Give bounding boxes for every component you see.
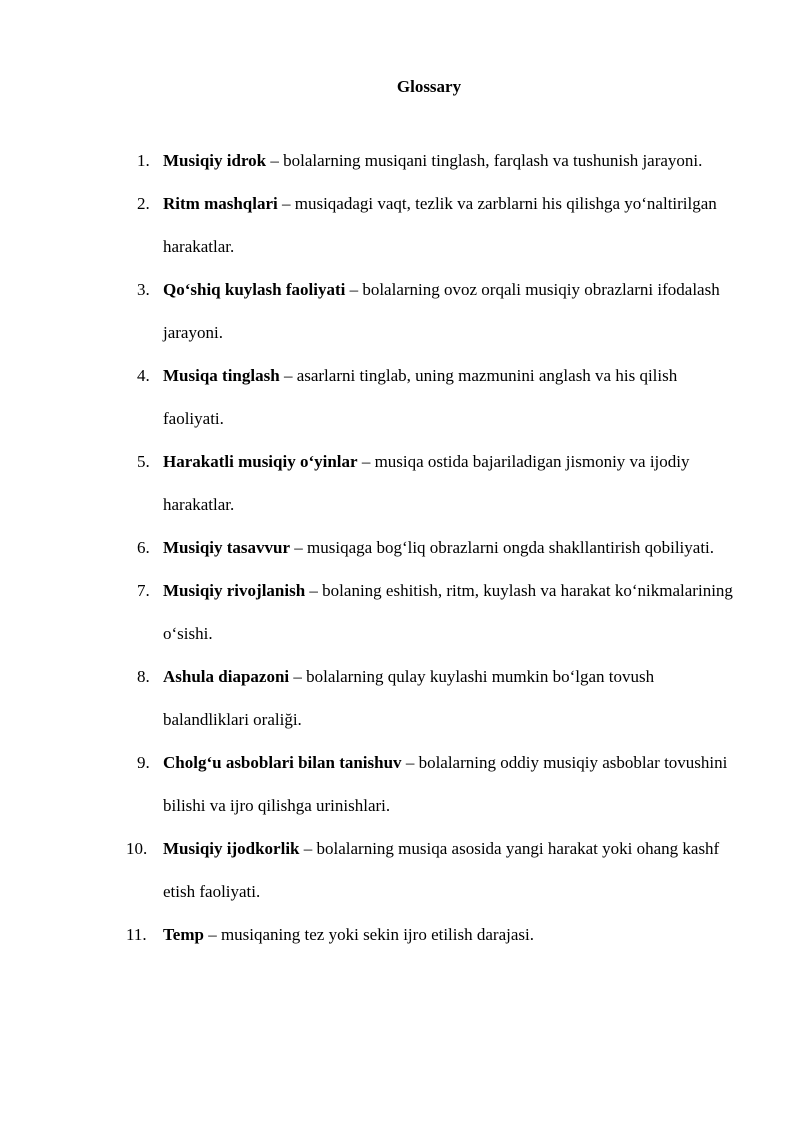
entry-definition: – bolalarning qulay kuylashi mumkin bo‘lgan tovush balandliklari oraliği. <box>163 667 655 729</box>
entry-term: Ashula diapazoni <box>163 667 290 686</box>
glossary-entry <box>126 827 738 913</box>
entry-term: Temp <box>163 925 204 944</box>
entry-number: 9. <box>137 753 150 772</box>
entry-number: 7. <box>137 581 150 600</box>
entry-number: 10. <box>126 839 148 858</box>
glossary-entry <box>126 268 738 354</box>
glossary-entry <box>126 526 738 569</box>
entry-definition: – bolalarning ovoz orqali musiqiy obrazlarni ifodalash jarayoni. <box>163 280 720 342</box>
glossary-entry <box>126 913 738 956</box>
entry-definition: – asarlarni tinglab, uning mazmunini anglash va his qilish faoliyati. <box>163 366 678 428</box>
entry-number: 2. <box>137 194 150 213</box>
glossary-entry <box>126 354 738 440</box>
glossary-entry <box>126 182 738 268</box>
entry-definition: – bolalarning musiqa asosida yangi harakat yoki ohang kashf etish faoliyati. <box>163 839 720 901</box>
entry-term: Musiqiy rivojlanish <box>163 581 306 600</box>
entry-term: Qo‘shiq kuylash faoliyati <box>163 280 346 299</box>
glossary-entry <box>126 569 738 655</box>
page-title: Glossary <box>396 77 462 96</box>
entry-term: Musiqiy idrok <box>163 151 267 170</box>
entry-term: Cholg‘u asboblari bilan tanishuv <box>163 753 402 772</box>
entry-definition: – bolalarning musiqani tinglash, farqlash va tushunish jarayoni. <box>266 151 703 170</box>
entry-term: Harakatli musiqiy o‘yinlar <box>163 452 358 471</box>
entry-number: 1. <box>137 151 150 170</box>
entry-number: 11. <box>126 925 147 944</box>
entry-number: 3. <box>137 280 150 299</box>
glossary-entry <box>126 655 738 741</box>
entry-number: 4. <box>137 366 150 385</box>
entry-number: 6. <box>137 538 150 557</box>
entry-number: 5. <box>137 452 150 471</box>
entry-term: Musiqiy tasavvur <box>163 538 291 557</box>
glossary-entry <box>126 139 738 182</box>
glossary-entry <box>126 440 738 526</box>
entry-definition: – musiqadagi vaqt, tezlik va zarblarni his qilishga yo‘naltirilgan harakatlar. <box>163 194 717 256</box>
entry-number: 8. <box>137 667 150 686</box>
glossary-list <box>126 139 738 956</box>
entry-definition: – bolaning eshitish, ritm, kuylash va harakat ko‘nikmalarining o‘sishi. <box>163 581 733 643</box>
glossary-entry <box>126 741 738 827</box>
entry-definition: – musiqa ostida bajariladigan jismoniy va ijodiy harakatlar. <box>163 452 690 514</box>
entry-definition: – musiqaning tez yoki sekin ijro etilish darajasi. <box>203 925 534 944</box>
entry-term: Musiqa tinglash <box>163 366 280 385</box>
entry-definition: – musiqaga bog‘liq obrazlarni ongda shakllantirish qobiliyati. <box>290 538 715 557</box>
entry-term: Ritm mashqlari <box>163 194 278 213</box>
entry-term: Musiqiy ijodkorlik <box>163 839 300 858</box>
entry-definition: – bolalarning oddiy musiqiy asboblar tovushini bilishi va ijro qilishga urinishlari. <box>163 753 728 815</box>
